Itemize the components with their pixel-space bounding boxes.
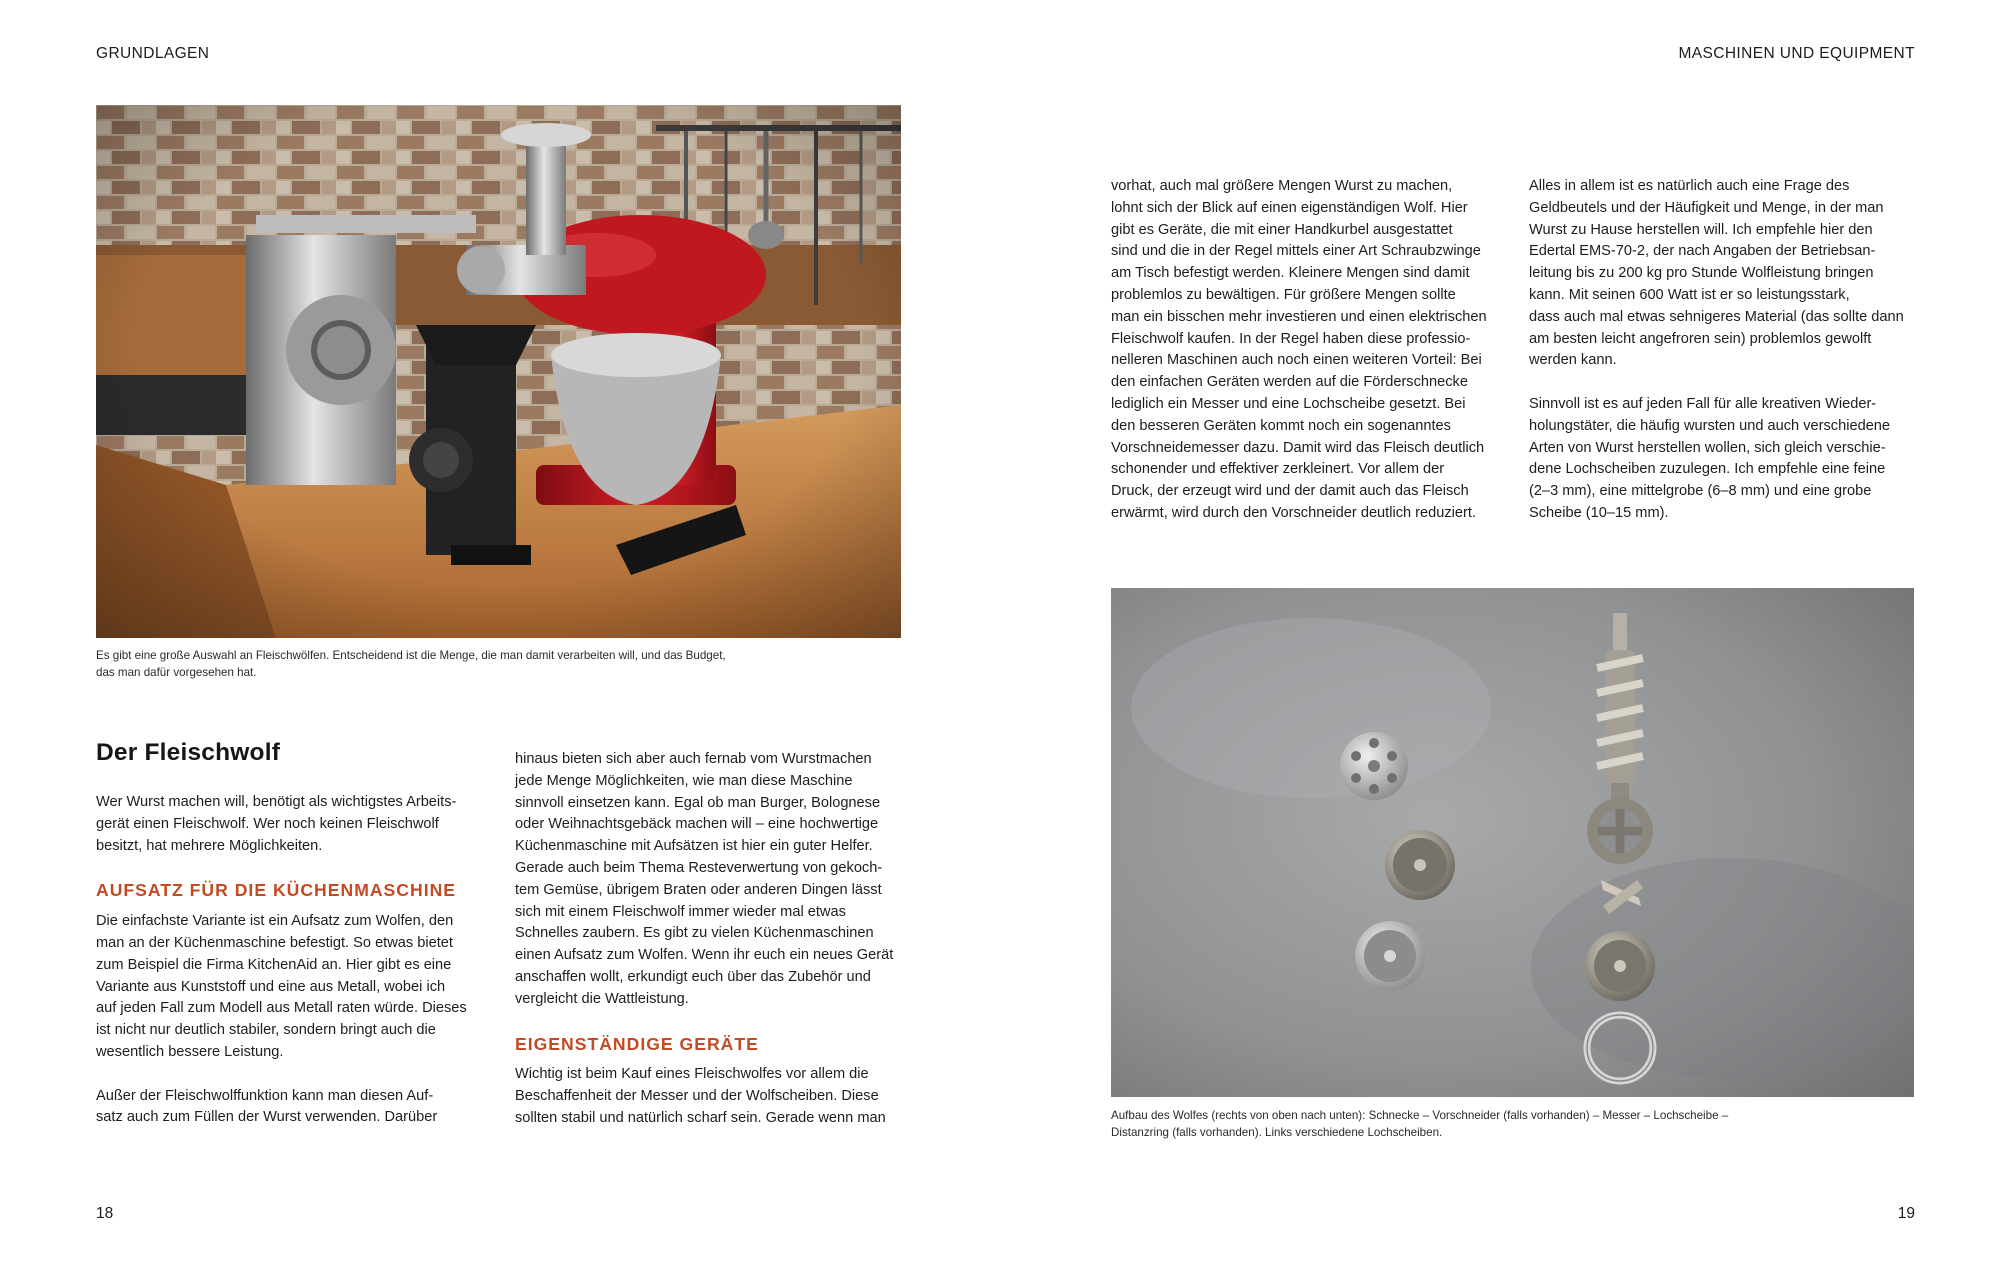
body-line: auf jeden Fall zum Modell aus Metall raten würde. Dieses	[96, 1000, 467, 1017]
body-line: satz auch zum Füllen der Wurst verwenden. Darüber	[96, 1109, 438, 1126]
right-column-2	[1529, 176, 1929, 525]
body-line: den besseren Geräten kommt noch ein sogenanntes	[1111, 417, 1451, 434]
body-line: sind und die in der Regel mittels einer Art Schraubzwinge	[1111, 243, 1481, 260]
body-line: tem Gemüse, übrigem Braten oder anderen Dingen lässt	[515, 881, 882, 898]
body-line: ist nicht nur deutlich stabiler, sondern bringt auch die	[96, 1022, 436, 1039]
body-line: hinaus bieten sich aber auch fernab vom Wurstmachen	[515, 751, 872, 767]
body-line: Edertal EMS-70-2, der nach Angaben der Betriebsan-	[1529, 243, 1876, 260]
body-line: dene Lochscheiben zuzulegen. Ich empfehle eine feine	[1529, 461, 1886, 478]
body-line: lediglich ein Messer und eine Lochscheibe gesetzt. Bei	[1111, 395, 1466, 412]
right-photo-caption-line: Aufbau des Wolfes (rechts von oben nach unten): Schnecke – Vorschneider (falls vorhanden) – Messer – Lochscheibe –	[1111, 1109, 1729, 1122]
left-column-1	[96, 792, 481, 1129]
intro-line: besitzt, hat mehrere Möglichkeiten.	[96, 837, 323, 854]
body-line: Außer der Fleischwolffunktion kann man diesen Auf-	[96, 1087, 434, 1104]
subheading-kitchen-machine-attachment: AUFSATZ FÜR DIE KÜCHENMASCHINE	[96, 880, 457, 901]
page-number-right: 19	[1897, 1205, 1915, 1222]
body-line: Alles in allem ist es natürlich auch eine Frage des	[1529, 178, 1850, 194]
body-line: Beschaffenheit der Messer und der Wolfscheiben. Diese	[515, 1088, 879, 1105]
body-line: Wurst zu Hause herstellen will. Ich empfehle hier den	[1529, 221, 1873, 238]
body-line: jede Menge Möglichkeiten, wie man diese Maschine	[515, 772, 853, 789]
body-line: erwärmt, wird durch den Vorschneider deutlich reduziert.	[1111, 504, 1477, 521]
body-line: Vorschneidemesser dazu. Damit wird das Fleisch deutlich	[1111, 439, 1485, 456]
body-line: Variante aus Kunststoff und eine aus Metall, wobei ich	[96, 978, 446, 995]
subheading-standalone-devices: EIGENSTÄNDIGE GERÄTE	[515, 1033, 759, 1054]
grinder-parts-photo	[1111, 588, 1914, 1097]
left-photo-caption-line: das man dafür vorgesehen hat.	[96, 665, 257, 679]
body-line: sinnvoll einsetzen kann. Egal ob man Burger, Bolognese	[515, 794, 881, 811]
body-line: problemlos zu bewältigen. Für größere Mengen sollte	[1111, 286, 1456, 303]
body-line: zum Beispiel die Firma KitchenAid an. Hier gibt es eine	[96, 956, 452, 973]
body-line: schonender und effektiver zerkleinert. Vor allem der	[1111, 461, 1445, 478]
body-line: holungstäter, die häufig wursten und auch verschiedene	[1529, 417, 1891, 434]
body-line: man ein bisschen mehr investieren und einen elektrischen	[1111, 308, 1487, 325]
body-line: Scheibe (10–15 mm).	[1529, 504, 1669, 521]
body-line: einen Aufsatz zum Wolfen. Wenn ihr euch ein neues Gerät	[515, 947, 894, 964]
body-line: werden kann.	[1529, 352, 1617, 369]
body-line: dass auch mal etwas sehnigeres Material (das sollte dann	[1529, 308, 1904, 325]
body-line: Fleischwolf kaufen. In der Regel haben diese professio-	[1111, 330, 1471, 347]
body-line: vorhat, auch mal größere Mengen Wurst zu machen,	[1111, 178, 1453, 194]
body-line: Die einfachste Variante ist ein Aufsatz zum Wolfen, den	[96, 913, 454, 930]
body-line: Küchenmaschine mit Aufsätzen ist hier ein guter Helfer.	[515, 838, 873, 855]
intro-line: Wer Wurst machen will, benötigt als wichtigstes Arbeits-	[96, 794, 457, 810]
body-line: anschaffen wollt, erkundigt euch über das Zubehör und	[515, 968, 871, 985]
body-line: Schnelles zaubern. Es gibt zu vielen Küchenmaschinen	[515, 925, 874, 942]
body-line: gibt es Geräte, die mit einer Handkurbel ausgestattet	[1111, 221, 1453, 238]
body-line: Sinnvoll ist es auf jeden Fall für alle kreativen Wieder-	[1529, 395, 1877, 412]
right-photo-caption-line: Distanzring (falls vorhanden). Links verschiedene Lochscheiben.	[1111, 1125, 1443, 1139]
body-line: sollten stabil und natürlich scharf sein. Gerade wenn man	[515, 1109, 886, 1126]
body-line: den einfachen Geräten werden auf die Förderschnecke	[1111, 374, 1468, 391]
body-line: wesentlich bessere Leistung.	[96, 1043, 284, 1060]
body-line: lohnt sich der Blick auf einen eigenständigen Wolf. Hier	[1111, 199, 1468, 216]
page-number-left: 18	[96, 1205, 114, 1222]
right-photo-caption	[1111, 1108, 1931, 1141]
body-line: man an der Küchenmaschine befestigt. So etwas bietet	[96, 934, 453, 951]
left-photo-caption	[96, 648, 916, 681]
body-line: oder Weihnachtsgebäck machen will – eine hochwertige	[515, 816, 879, 833]
body-line: am Tisch befestigt werden. Kleinere Mengen sind damit	[1111, 265, 1470, 282]
body-line: sich mit einem Fleischwolf immer wieder mal etwas	[515, 903, 846, 920]
running-head-left: GRUNDLAGEN	[96, 45, 210, 62]
left-column-2	[515, 749, 910, 1130]
meat-grinders-photo	[96, 105, 901, 638]
body-line: nelleren Maschinen auch noch einen weiteren Vorteil: Bei	[1111, 352, 1482, 369]
body-line: am besten leicht angefroren sein) problemlos gewolft	[1529, 330, 1872, 347]
left-photo-caption-line: Es gibt eine große Auswahl an Fleischwölfen. Entscheidend ist die Menge, die man damit verarbeiten will, und das Budget,	[96, 649, 726, 662]
body-line: (2–3 mm), eine mittelgrobe (6–8 mm) und eine grobe	[1529, 483, 1872, 500]
section-title: Der Fleischwolf	[96, 739, 281, 766]
body-line: Gerade auch beim Thema Resteverwertung von gekoch-	[515, 859, 883, 876]
body-line: Geldbeutels und der Häufigkeit und Menge, in der man	[1529, 199, 1884, 216]
right-column-1	[1111, 176, 1511, 525]
body-line: vergleicht die Wattleistung.	[515, 990, 689, 1007]
intro-line: gerät einen Fleischwolf. Wer noch keinen Fleischwolf	[96, 815, 439, 832]
body-line: Wichtig ist beim Kauf eines Fleischwolfes vor allem die	[515, 1066, 869, 1083]
body-line: Arten von Wurst herstellen wollen, sich gleich verschie-	[1529, 439, 1886, 456]
body-line: Druck, der erzeugt wird und der damit auch das Fleisch	[1111, 483, 1469, 500]
body-line: leitung bis zu 200 kg pro Stunde Wolfleistung bringen	[1529, 265, 1874, 282]
body-line: kann. Mit seinen 600 Watt ist er so leistungsstark,	[1529, 286, 1850, 303]
running-head-right: MASCHINEN UND EQUIPMENT	[1678, 45, 1915, 62]
